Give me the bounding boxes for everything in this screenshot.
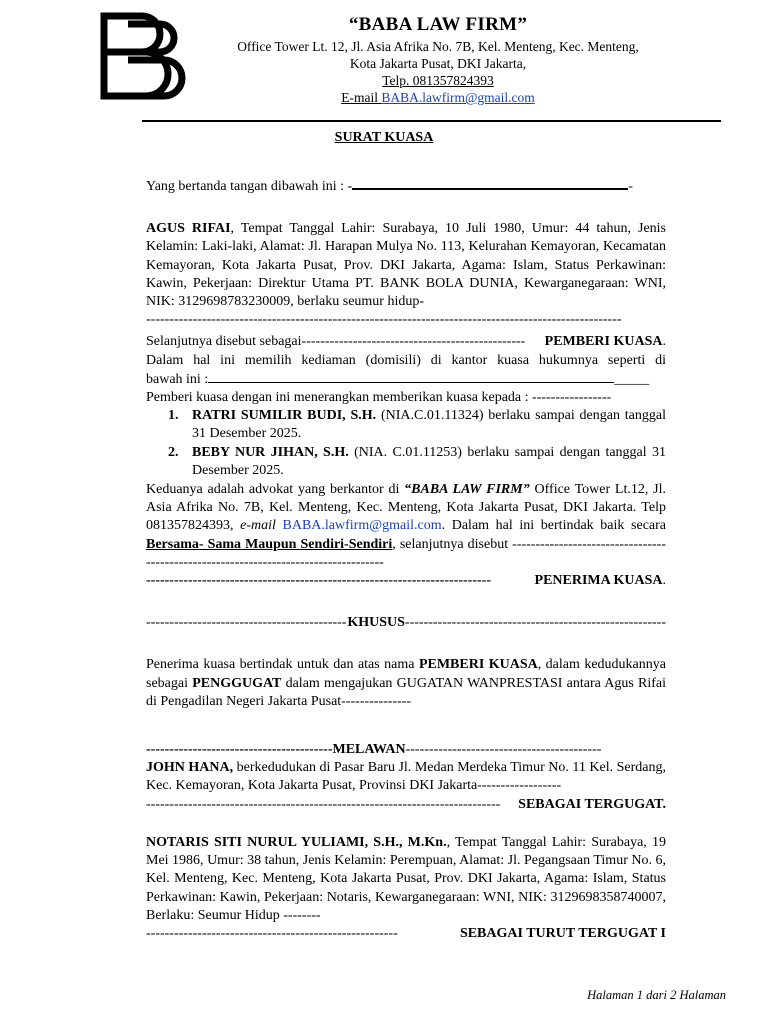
pemberi-kuasa-label: PEMBERI KUASA: [544, 334, 663, 350]
domicile-line: Dalam hal ini memilih kediaman (domisili) di kantor kuasa hukumnya seperti di: [146, 352, 666, 368]
principal-dash-line: ------------------------------------------------------------------------------------------------------: [146, 312, 622, 328]
pemberi-kuasa-line: Selanjutnya disebut sebagai ------------------------------------------------ PEMBERI KUASA .: [146, 333, 666, 351]
address-line-1: Office Tower Lt. 12, Jl. Asia Afrika No. 7B, Kel. Menteng, Kec. Menteng,: [237, 39, 639, 54]
document-body: [146, 176, 666, 943]
melawan-heading: ---------------------------------------- MELAWAN ------------------------------------------: [146, 742, 602, 758]
firm-name-inline: “BABA LAW FIRM”: [404, 482, 530, 498]
co-defendant-name: NOTARIS SITI NURUL YULIAMI, S.H., M.Kn.: [146, 834, 447, 850]
defendant-name: JOHN HANA,: [146, 760, 234, 776]
domicile-line-2: bawah ini : _____: [146, 371, 650, 387]
principal-paragraph: AGUS RIFAI, Tempat Tanggal Lahir: Surabaya, 10 Juli 1980, Umur: 44 tahun, Jenis Kelamin: Laki-laki, Alamat: Jl. Harapan Mulya No. 113, Kelurahan Kemayoran, Kecamatan Kemayoran, Kota Jakarta Pusat, Prov. DKI Jakarta, Agama: Islam, Status Perkawinan: Kawin, Pekerjaan: Direktur Utama PT. BANK BOLA DUNIA, Kewarganegaraan: WNI, NIK: 3129698783230009, berlaku seumur hidup-: [146, 221, 666, 310]
phone-number: Telp. 081357824393: [382, 73, 494, 88]
document-title: SURAT KUASA: [334, 130, 434, 145]
acting-mode: Bersama- Sama Maupun Sendiri-Sendiri: [146, 536, 393, 552]
turut-tergugat-line: ------------------------------------------------------ SEBAGAI TURUT TERGUGAT I: [146, 925, 666, 943]
co-defendant-paragraph: NOTARIS SITI NURUL YULIAMI, S.H., M.Kn., Tempat Tanggal Lahir: Surabaya, 19 Mei 1986, Umur: 38 tahun, Jenis Kelamin: Perempuan, Alamat: Jl. Pegangsaan Timur No. 6, Kel. Menteng, Kec. Menteng, Kota Jakarta Pusat, Prov. DKI Jakarta, Agama: Islam, Status Perkawinan: Kawin, Pekerjaan: Notaris, Kewarganegaraan: WNI, NIK: 3129698358740007, Berlaku: Seumur Hidup --------: [146, 834, 667, 923]
principal-name: AGUS RIFAI: [146, 221, 231, 237]
office-paragraph: Keduanya adalah advokat yang berkantor di “BABA LAW FIRM” Office Tower Lt.12, Jl. Asia Afrika No. 7B, Kel. Menteng, Kec. Menteng, Kota Jakarta Pusat, DKI Jakarta. Telp 081357824393, e-mail BABA.lawfirm@gmail.com. Dalam hal ini bertindak baik secara Bersama- Sama Maupun Sendiri-Sendiri, selanjutnya disebut ------------------------------------------------------------------------------------: [146, 482, 667, 570]
tergugat-label: SEBAGAI TERGUGAT.: [518, 796, 666, 812]
page-number: Halaman 1 dari 2 Halaman: [587, 988, 726, 1002]
domicile-blank: [208, 370, 614, 383]
email-link[interactable]: BABA.lawfirm@gmail.com: [381, 90, 535, 105]
letterhead: [196, 12, 680, 106]
intro-line: Yang bertanda tangan dibawah ini : - -: [146, 176, 666, 196]
intro-blank: [352, 176, 628, 190]
email-label: E-mail: [341, 90, 382, 105]
firm-logo-icon: [98, 10, 190, 106]
letterhead-divider: [142, 120, 721, 122]
purpose-paragraph: Penerima kuasa bertindak untuk dan atas nama PEMBERI KUASA, dalam kedudukannya sebagai PENGGUGAT dalam mengajukan GUGATAN WANPRESTASI antara Agus Rifai di Pengadilan Negeri Jakarta Pusat---------------: [146, 657, 666, 709]
email-link-inline[interactable]: BABA.lawfirm@gmail.com: [282, 518, 442, 534]
khusus-heading: ------------------------------------------- KHUSUS --------------------------------------------------------: [146, 615, 666, 631]
turut-tergugat-label: SEBAGAI TURUT TERGUGAT I: [459, 925, 666, 941]
address-line-2: Kota Jakarta Pusat, DKI Jakarta,: [349, 56, 527, 71]
penerima-kuasa-label: PENERIMA KUASA: [534, 573, 663, 589]
attorney-name: RATRI SUMILIR BUDI, S.H.: [192, 408, 377, 424]
tergugat-line: ---------------------------------------------------------------------------- SEBAGAI TERGUGAT.: [146, 796, 666, 814]
attorney-item-1: 1. RATRI SUMILIR BUDI, S.H. (NIA.C.01.11324) berlaku sampai dengan tanggal 31 Desember 2025.: [168, 408, 667, 442]
attorney-item-2: 2. BEBY NUR JIHAN, S.H. (NIA. C.01.11253) berlaku sampai dengan tanggal 31 Desember 2025.: [168, 444, 667, 478]
firm-name: “BABA LAW FIRM”: [348, 14, 528, 35]
attorney-name: BEBY NUR JIHAN, S.H.: [192, 444, 349, 460]
defendant-paragraph: JOHN HANA, berkedudukan di Pasar Baru Jl. Medan Merdeka Timur No. 11 Kel. Serdang, Kec. Kemayoran, Kota Jakarta Pusat, Provinsi DKI Jakarta------------------: [146, 760, 666, 794]
grant-line: Pemberi kuasa dengan ini menerangkan memberikan kuasa kepada : -----------------: [146, 390, 612, 406]
penerima-kuasa-line: -------------------------------------------------------------------------- PENERIMA KUASA .: [146, 572, 666, 590]
